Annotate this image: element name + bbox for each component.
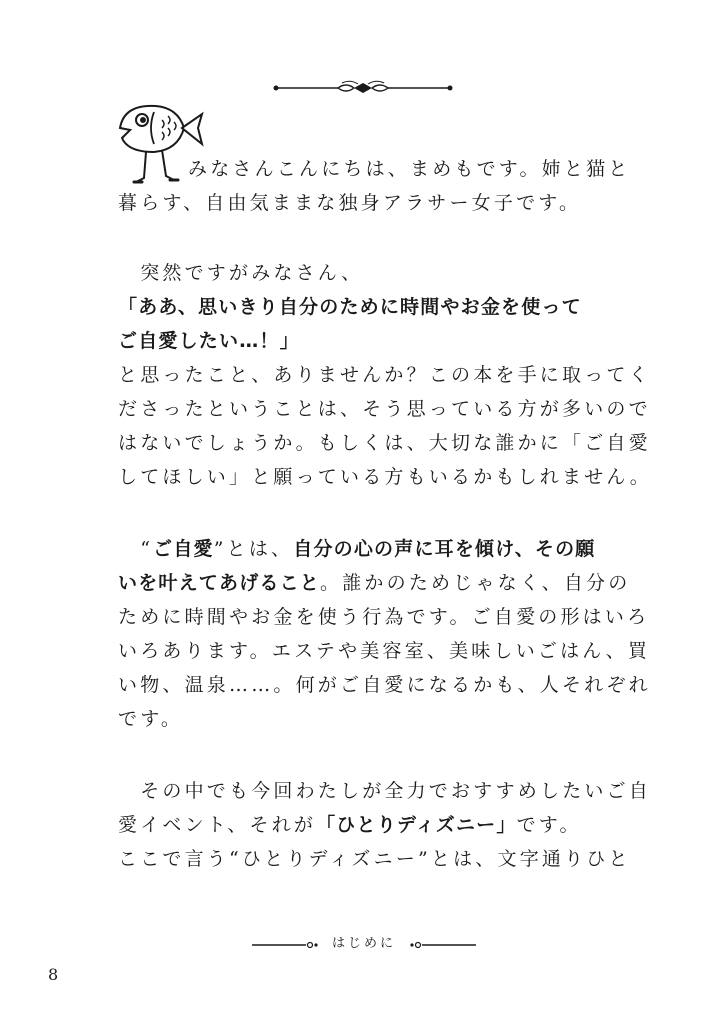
section-label: はじめに	[331, 936, 396, 951]
text-fragment: 愛イベント、それが	[118, 814, 317, 836]
text-line: ここで言う“ひとりディズニー”とは、文字通りひと	[118, 848, 631, 870]
text-fragment: “	[118, 538, 154, 560]
text-line: い物、温泉……。何がご自愛になるかも、人それぞれ	[118, 674, 651, 696]
text-line: はないでしょうか。もしくは、大切な誰かに「ご自愛	[118, 432, 651, 454]
text-line: いろあります。エステや美容室、美味しいごはん、買	[118, 640, 651, 662]
text-line	[118, 808, 610, 842]
paragraph-recommendation	[118, 774, 651, 876]
bold-term: ご自愛	[153, 538, 214, 560]
text-line: と思ったこと、ありませんか？この本を手に取ってく	[118, 364, 651, 386]
text-line: みなさんこんにちは、まめもです。姉と猫と	[188, 158, 631, 180]
bold-phrase: 自分の心の声に耳を傾け、その願	[293, 538, 596, 560]
bold-quote-line: ご自愛したい…！」	[118, 330, 300, 352]
footer-ornament-right	[408, 938, 476, 952]
paragraph-question	[118, 256, 652, 494]
footer-ornament-left	[252, 938, 320, 952]
text-fragment: 。誰かのためじゃなく、自分の	[320, 572, 631, 594]
text-line: その中でも今回わたしが全力でおすすめしたいご自	[118, 780, 651, 802]
text-fragment: です。	[516, 814, 582, 836]
bold-phrase: いを叶えてあげること	[118, 572, 321, 594]
bold-term: 「ひとりディズニー」	[316, 814, 517, 836]
text-line: してほしい」と願っている方もいるかもしれません。	[118, 466, 652, 488]
text-line: 突然ですがみなさん、	[118, 262, 364, 284]
bold-quote-line: 「ああ、思いきり自分のために時間やお金を使って	[118, 296, 582, 318]
text-line: です。	[118, 708, 184, 730]
page-number: 8	[48, 965, 59, 984]
paragraph-intro	[118, 152, 631, 220]
top-divider-ornament	[272, 80, 454, 96]
text-line	[118, 566, 631, 600]
text-line	[118, 532, 610, 566]
paragraph-definition	[118, 532, 651, 736]
text-line: ために時間やお金を使う行為です。ご自愛の形はいろ	[118, 606, 650, 628]
text-line: ださったということは、そう思っている方が多いので	[118, 398, 651, 420]
text-fragment: ”とは、	[213, 538, 294, 560]
text-line: 暮らす、自由気ままな独身アラサー女子です。	[118, 192, 582, 214]
